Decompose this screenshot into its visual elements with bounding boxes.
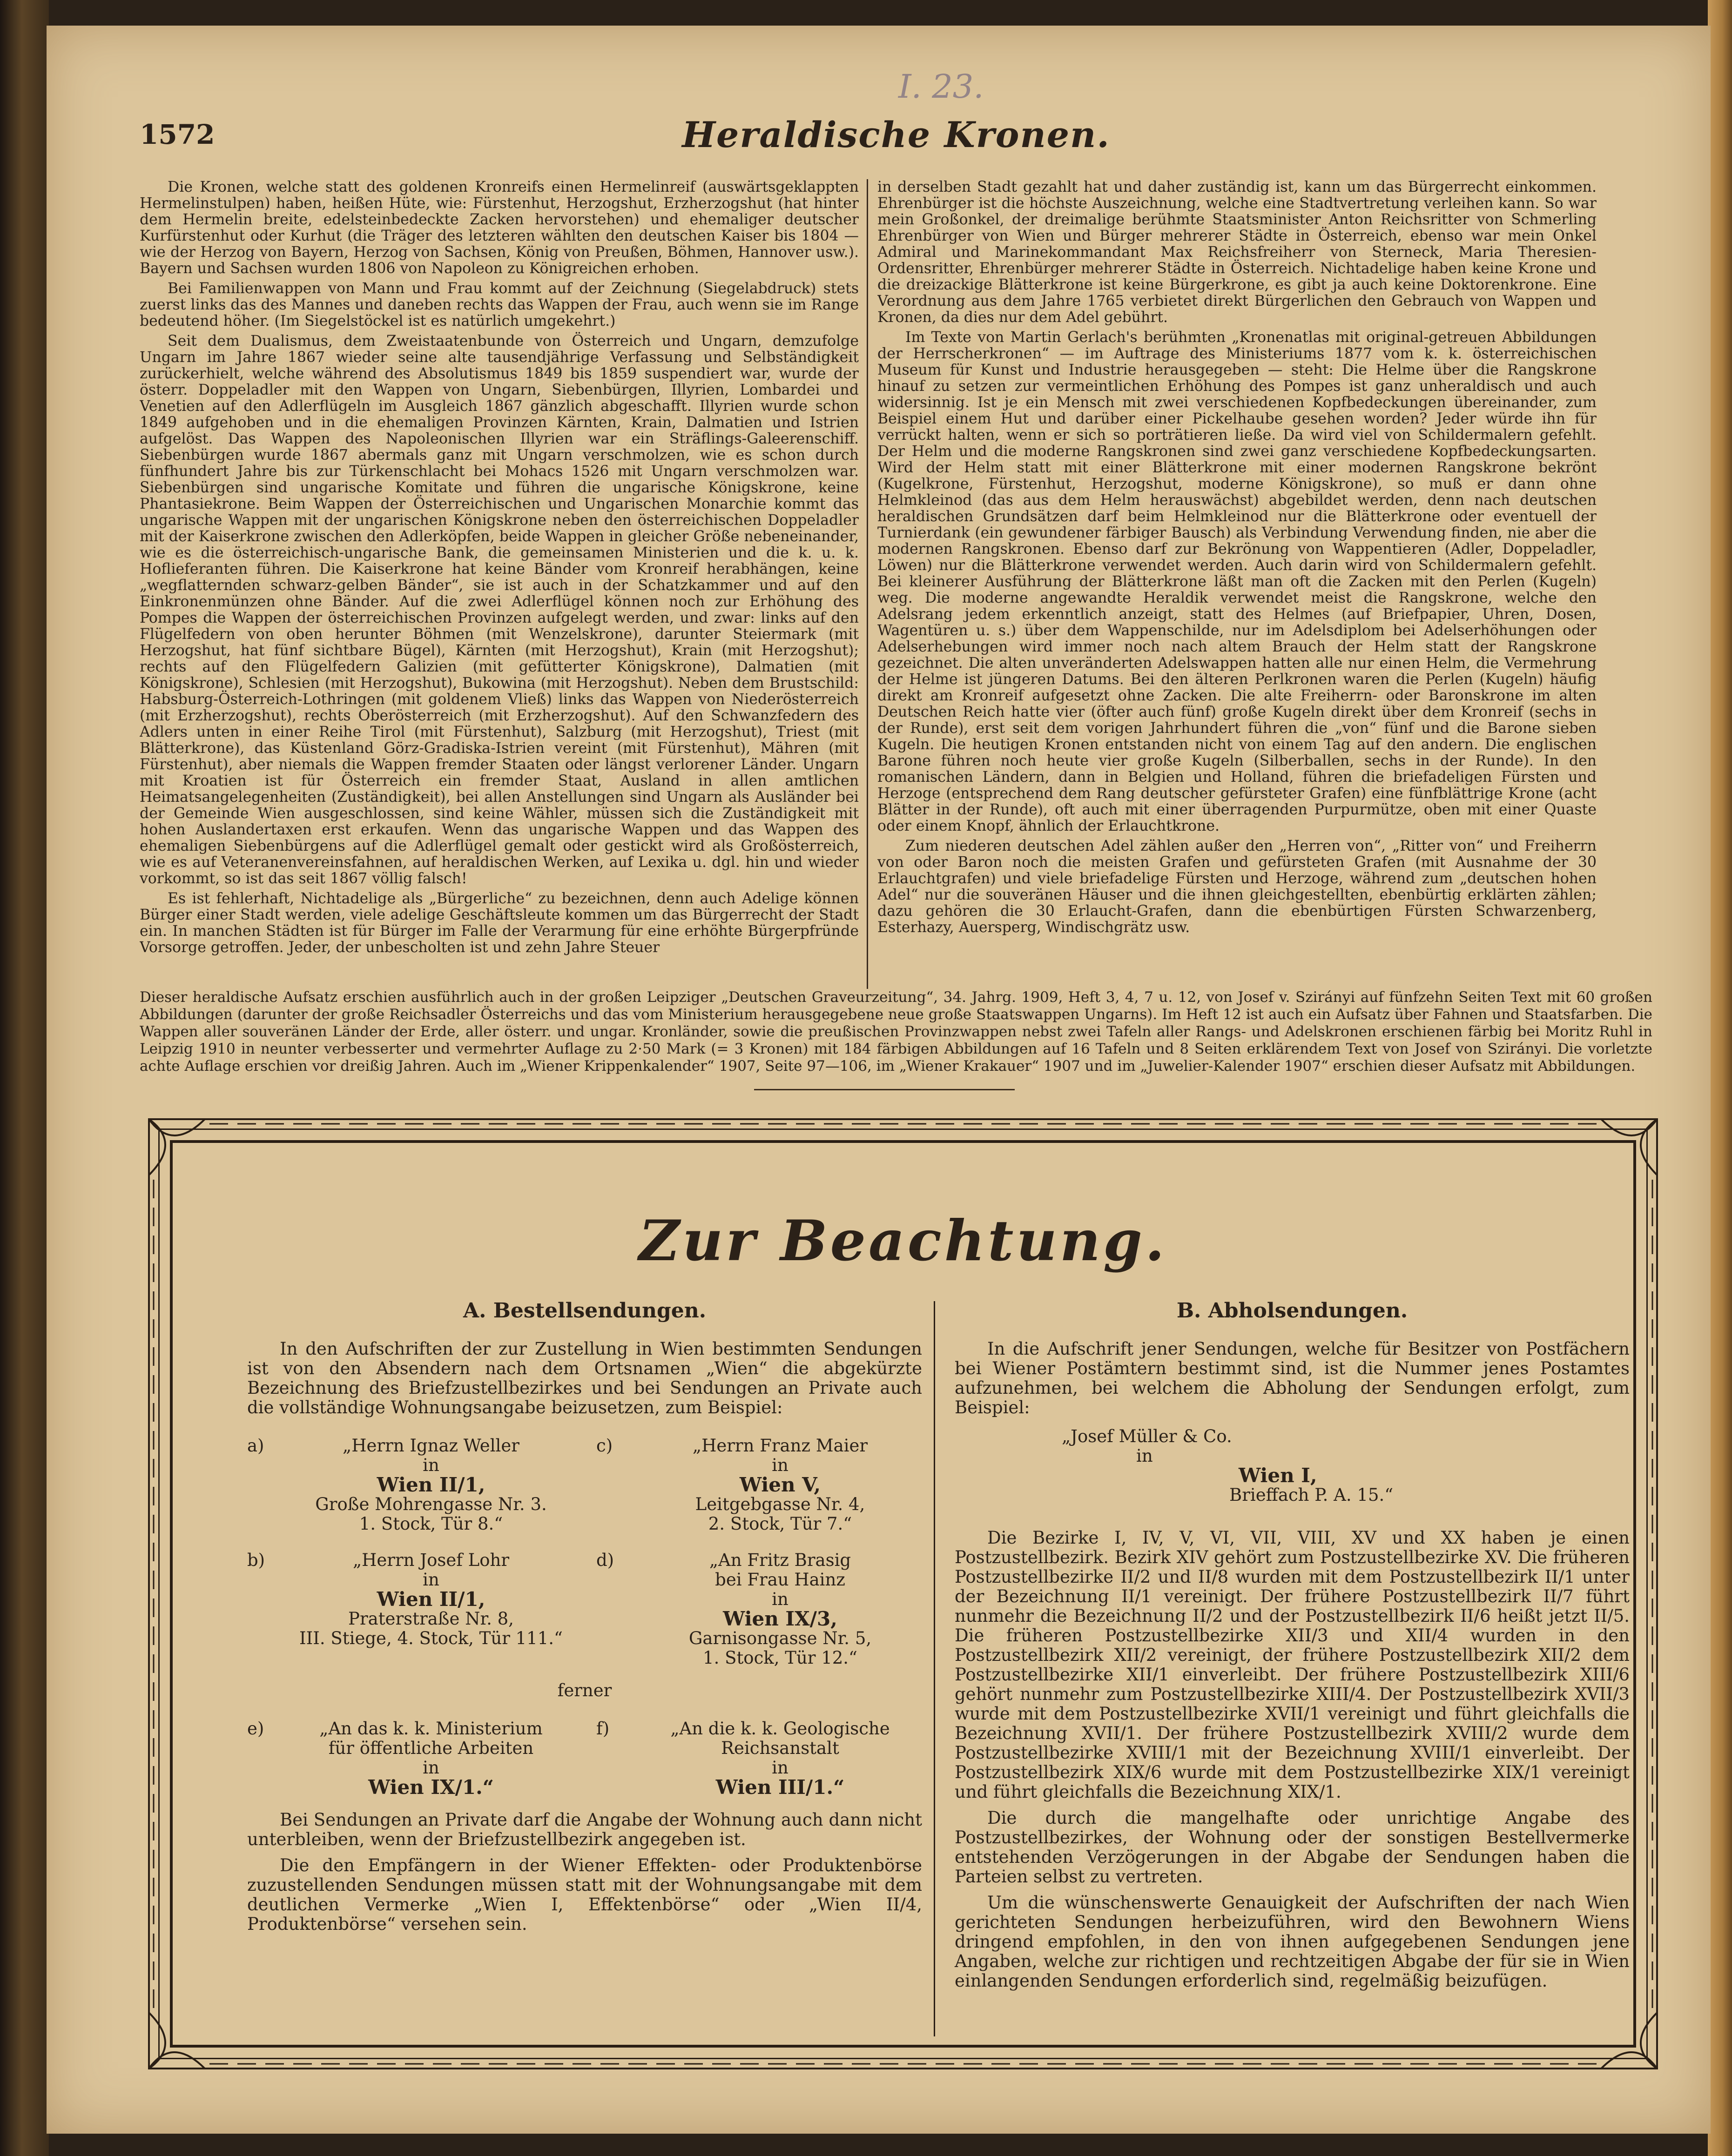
notice-column-divider [934,1301,935,2036]
section-b-paragraph: Die durch die mangelhafte oder unrichtige Angabe des Postzustellbezirkes, der Wohnung oder der sonstigen Bestellvermerke entstehenden Verzögerungen in der Abgabe der Sendungen haben die Parteien selbst zu vertreten. [955,1808,1630,1887]
section-a [247,1301,922,1941]
paragraph: Seit dem Dualismus, dem Zweistaatenbunde von Österreich und Ungarn, demzufolge Ungarn im Jahre 1867 wieder seine alte tausendjährige Verfassung und Selbständigkeit zurückerhielt, welche während des Absolutismus 1849 bis 1859 suspendiert war, wurde der österr. Doppeladler mit den Wappen von Ungarn, Siebenbürgen, Illyrien, Lombardei und Venetien auf den Adlerflügeln im Ausgleich 1867 gänzlich abgeschafft. Illyrien wurde schon 1849 aufgehoben und in die ehemaligen Provinzen Kärnten, Krain, Dalmatien und Istrien aufgelöst. Das Wappen des Napoleonischen Illyrien war ein Sträflings-Galeerenschiff. Siebenbürgen wurde 1867 abermals ganz mit Ungarn verschmolzen, wie es schon durch fünfhundert Jahre bis zur Türkenschlacht bei Mohacs 1526 mit Ungarn verschmolzen war. Siebenbürgen sind ungarische Komitate und führen die ungarische Königskrone, keine Phantasiekrone. Beim Wappen der Österreichischen und Ungarischen Monarchie kommt das ungarische Wappen mit der ungarischen Königskrone neben den österreichischen Doppeladler mit der Kaiserkrone zwischen den Adlerköpfen, beide Wappen in gleicher Größe nebeneinander, wie es die österreichisch-ungarische Bank, die gemeinsamen Ministerien und die k. u. k. Hoflieferanten führen. Die Kaiserkrone hat keine Bänder vom Kronreif herabhängen, keine „wegflatternden schwarz-gelben Bänder“, sie ist auch in der Schatzkammer und auf den Einkronenmünzen ohne Bänder. Auf die zwei Adlerflügel können noch zur Erhöhung des Pompes die Wappen der österreichischen Provinzen aufgelegt werden, und zwar: links auf den Flügelfedern von oben herunter Böhmen (mit Wenzelskrone), darunter Steiermark (mit Herzogshut, hat fünf sichtbare Bügel), Kärnten (mit Herzogshut), Krain (mit Herzogshut); rechts auf den Flügelfedern Galizien (mit gefütterter Königskrone), Dalmatien (mit Königskrone), Schlesien (mit Herzogshut), Bukowina (mit Herzogshut). Neben dem Brustschild: Habsburg-Österreich-Lothringen (mit goldenem Vließ) links das Wappen von Niederösterreich (mit Erzherzogshut), rechts Oberösterreich (mit Erzherzogshut). Auf den Schwanzfedern des Adlers unten in einer Reihe Tirol (mit Fürstenhut), Salzburg (mit Herzogshut), Triest (mit Blätterkrone), das Küstenland Görz-Gradiska-Istrien vereint (mit Fürstenhut), Mähren (mit Fürstenhut), aber niemals die Wappen fremder Staaten oder längst verlorener Länder. Ungarn mit Kroatien ist für Österreich ein fremder Staat, Ausland in allen amtlichen Heimatsangelegenheiten (Zuständigkeit), bei allen Anstellungen sind Ungarn als Ausländer bei der Gemeinde Wien ausgeschlossen, sind keine Wähler, müssen sich die Zuständigkeit mit hohen Auslandertaxen erst erkaufen. Wenn das ungarische Wappen und das Wappen des ehemaligen Siebenbürgens auf die Adlerflügel gemalt oder gestickt wird als Großösterreich, wie es auf Veteranenvereinsfahnen, auf heraldischen Werken, auf Lexika u. dgl. hin und wieder vorkommt, so ist das seit 1867 völlig falsch! [140,333,859,887]
section-b [955,1301,1630,1997]
page-edge [1708,0,1732,2156]
article-footnote: Dieser heraldische Aufsatz erschien ausführlich auch in der großen Leipziger „Deutschen Graveurzeitung“, 34. Jahrg. 1909, Heft 3, 4, 7 u. 12, von Josef v. Szirányi auf fünfzehn Seiten Text mit 60 großen Abbildungen (darunter der große Reichsadler Österreichs und das vom Ministerium herausgegebene neue große Staatswappen Ungarns). Im Heft 12 ist auch ein Aufsatz über Fahnen und Staatsfarben. Die Wappen aller souveränen Länder der Erde, aller österr. und ungar. Kronländer, sowie die preußischen Provinzwappen nebst zwei Tafeln aller Rangs- und Adelskronen erschienen färbig bei Moritz Ruhl in Leipzig 1910 in neunter verbesserter und vermehrter Auflage zu 2·50 Mark (= 3 Kronen) mit 184 färbigen Abbildungen auf 16 Tafeln und 8 Seiten erklärendem Text von Josef von Szirányi. Die vorletzte achte Auflage erschien vor dreißig Jahren. Auch im „Wiener Krippenkalender“ 1907, Seite 97—106, im „Wiener Krakauer“ 1907 und im „Juwelier-Kalender 1907“ erschien dieser Aufsatz mit Abbildungen. [140,989,1652,1075]
notice-box [144,1115,1662,2073]
column-divider [867,179,868,989]
address-example-d: d) „An Fritz Brasig bei Frau Hainz in Wien IX/3, Garnisongasse Nr. 5, 1. Stock, Tür 12.“ [596,1550,872,1668]
section-a-heading: A. Bestellsendungen. [463,1299,707,1323]
page-title: Heraldische Kronen. [682,114,1110,155]
postfach-example: „Josef Müller & Co. in Wien I, Brieffach P. A. 15.“ [1062,1426,1394,1505]
section-a-paragraph: Bei Sendungen an Private darf die Angabe der Wohnung auch dann nicht unterbleiben, wenn der Briefzustellbezirk angegeben ist. [247,1810,922,1849]
page-header [140,114,1652,165]
section-b-intro: In die Aufschrift jener Sendungen, welche für Besitzer von Postfächern bei Wiener Postämtern bestimmt sind, ist die Nummer jenes Postamtes aufzunehmen, bei welchem die Abholung der Sendungen erfolgt, zum Beispiel: [955,1339,1630,1417]
address-example-a: a) „Herrn Ignaz Weller in Wien II/1, Große Mohrengasse Nr. 3. 1. Stock, Tür 8.“ [247,1436,547,1534]
paragraph: Die Kronen, welche statt des goldenen Kronreifs einen Hermelinreif (auswärtsgeklappten Hermelinstulpen) haben, heißen Hüte, wie: Fürstenhut, Herzogshut, Erzherzogshut (hat hinter dem Hermelin breite, edelsteinbedeckte Zacken hervorstehen) und ehemaliger deutscher Kurfürstenhut oder Kurhut (die Träger des letzteren wählten den deutschen Kaiser bis 1804 — wie der Herzog von Bayern, Herzog von Sachsen, König von Preußen, Böhmen, Hannover usw.). Bayern und Sachsen wurden 1806 von Napoleon zu Königreichen erhoben. [140,179,859,277]
notice-title: Zur Beachtung. [639,1208,1167,1274]
section-a-paragraph: Die den Empfängern in der Wiener Effekten- oder Produktenbörse zuzustellenden Sendungen müssen statt mit der Wohnungsangabe mit dem deutlichen Vermerke „Wien I, Effektenbörse“ oder „Wien II/4, Produktenbörse“ versehen sein. [247,1855,922,1934]
article-right-column [877,179,1597,984]
ferner-label: ferner [557,1680,612,1700]
address-example-e: e) „An das k. k. Ministerium für öffentliche Arbeiten in Wien IX/1.“ [247,1719,543,1799]
paragraph: Es ist fehlerhaft, Nichtadelige als „Bürgerliche“ zu bezeichnen, denn auch Adelige können Bürger einer Stadt werden, viele adelige Geschäftsleute kommen um das Bürgerrecht der Stadt ein. In manchen Städten ist für Bürger im Falle der Verarmung für eine erhöhte Bürgerpfründe Vorsorge getroffen. Jeder, der unbescholten ist und zehn Jahre Steuer [140,890,859,956]
book-spine [0,0,49,2156]
section-b-heading: B. Abholsendungen. [1176,1299,1408,1323]
scanned-page [47,26,1711,2134]
address-example-c: c) „Herrn Franz Maier in Wien V, Leitgebgasse Nr. 4, 2. Stock, Tür 7.“ [596,1436,868,1534]
section-divider [754,1089,1015,1090]
page-number: 1572 [140,119,215,150]
address-examples-2 [247,1719,922,1797]
address-example-b: b) „Herrn Josef Lohr in Wien II/1, Praterstraße Nr. 8, III. Stiege, 4. Stock, Tür 111.“ [247,1550,563,1648]
section-b-paragraph: Um die wünschenswerte Genauigkeit der Aufschriften der nach Wien gerichteten Sendungen herbeizuführen, wird den Bewohnern Wiens dringend empfohlen, in den von ihnen aufgegebenen Sendungen jene Angaben, welche zur richtigen und rechtzeitigen Abgabe der für sie in Wien einlangenden Sendungen erforderlich sind, regelmäßig beizufügen. [955,1893,1630,1991]
paragraph: Zum niederen deutschen Adel zählen außer den „Herren von“, „Ritter von“ und Freiherrn von oder Baron noch die meisten Grafen und gefürsteten Grafen (mit Ausnahme der 30 Erlauchtgrafen) und viele briefadelige Fürsten und Herzoge, während zum „deutschen hohen Adel“ nur die souveränen Häuser und die ihnen gleichgestellten, ebenbürtig erklärten zählen; dazu gehören die 30 Erlaucht-Grafen, dann die ebenbürtigen Fürsten Schwarzenberg, Esterhazy, Auersperg, Windischgrätz usw. [877,838,1597,936]
paragraph: in derselben Stadt gezahlt hat und daher zuständig ist, kann um das Bürgerrecht einkommen. Ehrenbürger ist die höchste Auszeichnung, welche eine Stadtvertretung verleihen kann. So war mein Großonkel, der dreimalige berühmte Staatsminister Anton Reichsritter von Schmerling Ehrenbürger von Wien und Bürger mehrerer Städte in Österreich, ebenso war mein Onkel Admiral und Marinekommandant Max Reichsfreiherr von Sterneck, Maria Theresien-Ordensritter, Ehrenbürger mehrerer Städte in Österreich. Nichtadelige haben keine Krone und die dreizackige Blätterkrone ist keine Bürgerkrone, es gibt ja auch keine Doktorenkrone. Eine Verordnung aus dem Jahre 1765 verbietet direkt Bürgerlichen den Gebrauch von Wappen und Kronen, da dies nur dem Adel gebührt. [877,179,1597,326]
paragraph: Im Texte von Martin Gerlach's berühmten „Kronenatlas mit original-getreuen Abbildungen der Herrscherkronen“ — im Auftrage des Ministeriums 1877 vom k. k. österreichischen Museum für Kunst und Industrie herausgegeben — steht: Die Helme über die Rangskrone hinauf zu setzen zur vermeintlichen Erhöhung des Pompes ist ganz unheraldisch und auch widersinnig. Ist je ein Mensch mit zwei verschiedenen Kopfbedeckungen übereinander, zum Beispiel einem Hut und darüber einer Pickelhaube gesehen worden? Jeder würde ihn für verrückt halten, wenn er sich so porträtieren ließe. Da wird viel von Schildermalern gefehlt. Der Helm und die moderne Rangskronen sind zwei ganz verschiedene Kopfbedeckungsarten. Wird der Helm statt mit einer Blätterkrone mit einer modernen Rangskrone bekrönt (Kugelkrone, Fürstenhut, Herzogshut, moderne Königskrone), so muß er dann ohne Helmkleinod (das aus dem Helm herauswächst) abgebildet werden, denn nach deutschen heraldischen Grundsätzen darf beim Helmkleinod nur die Blätterkrone oder eventuell der Turnierdank (ein gewundener färbiger Bausch) als Verbindung Verwendung finden, nie aber die modernen Rangskronen. Ebenso darf zur Bekrönung von Wappentieren (Adler, Doppeladler, Löwen) nur die Blätterkrone verwendet werden. Auch darin wird von Schildermalern gefehlt. Bei kleinerer Ausführung der Blätterkrone läßt man oft die Zacken mit den Perlen (Kugeln) weg. Die moderne angewandte Heraldik verwendet meist die Rangskrone, welche den Adelsrang jedem erkenntlich anzeigt, statt des Helmes (auf Briefpapier, Uhren, Dosen, Wagentüren u. s.) über dem Wappenschilde, nur im Adelsdiplom bei Adelserhöhungen oder Adelserhebungen wird immer noch nach altem Brauch der Helm statt der Rangskrone gezeichnet. Die alten unveränderten Adelswappen hatten alle nur einen Helm, die Vermehrung der Helme ist jüngeren Datums. Bei den älteren Perlkronen waren die Perlen (Kugeln) häufig direkt am Kronreif aufgesetzt ohne Zacken. Die alte Freiherrn- oder Baronskrone im alten Deutschen Reich hatte vier (öfter auch fünf) große Kugeln direkt über dem Kronreif (sechs in der Runde), erst seit dem vorigen Jahrhundert führen die „von“ fünf und die Barone sieben Kugeln. Die heutigen Kronen entstanden nicht von einem Tag auf den andern. Die englischen Barone führen noch heute vier große Kugeln (Silberballen, sechs in der Runde). In den romanischen Ländern, dann in Belgien und Holland, führen die briefadeligen Fürsten und Herzoge (entsprechend dem Rang deutscher gefürsteter Grafen) eine fünfblättrige Krone (acht Blätter in der Runde), oft auch mit einer überragenden Purpurmütze, oben mit einer Quaste oder einem Knopf, ähnlich der Erlauchtkrone. [877,329,1597,834]
address-examples [247,1436,922,1668]
address-example-f: f) „An die k. k. Geologische Reichsanstalt in Wien III/1.“ [596,1719,890,1799]
pencil-mark: I. 23. [898,67,984,106]
section-b-paragraph: Die Bezirke I, IV, V, VI, VII, VIII, XV und XX haben je einen Postzustellbezirk. Bezirk XIV gehört zum Postzustellbezirke XV. Die früheren Postzustellbezirke II/2 und II/8 wurden mit dem Postzustellbezirk II/1 unter der Bezeichnung II/1 vereinigt. Der frühere Postzustellbezirk II/7 führt nunmehr die Bezeichnung II/2 und der Postzustellbezirk II/6 heißt jetzt II/5. Die früheren Postzustellbezirke XII/3 und XII/4 wurden in den Postzustellbezirk XII/2 vereinigt, der frühere Postzustellbezirk XII/2 dem Postzustellbezirke XII/1 einverleibt. Der frühere Postzustellbezirk XIII/6 gehört nunmehr zum Postzustellbezirke XIII/4. Der Postzustellbezirk XVII/3 wurde mit dem Postzustellbezirke XVII/1 vereinigt und führt gleichfalls die Bezeichnung XVII/1. Der frühere Postzustellbezirk XVIII/2 wurde dem Postzustellbezirke XVIII/1 mit der Bezeichnung XVIII/1 einverleibt. Der Postzustellbezirk XIX/6 wurde mit dem Postzustellbezirke XIX/1 vereinigt und führt gleichfalls die Bezeichnung XIX/1. [955,1528,1630,1802]
notice-frame [170,1140,1636,2048]
article-left-column [140,179,859,984]
section-a-intro: In den Aufschriften der zur Zustellung in Wien bestimmten Sendungen ist von den Absendern nach dem Ortsnamen „Wien“ die abgekürzte Bezeichnung des Briefzustellbezirkes und bei Sendungen an Private auch die vollständige Wohnungsangabe beizusetzen, zum Beispiel: [247,1339,922,1417]
paragraph: Bei Familienwappen von Mann und Frau kommt auf der Zeichnung (Siegelabdruck) stets zuerst links das des Mannes und daneben rechts das Wappen der Frau, auch wenn sie im Range bedeutend höher. (Im Siegelstöckel ist es natürlich umgekehrt.) [140,280,859,329]
